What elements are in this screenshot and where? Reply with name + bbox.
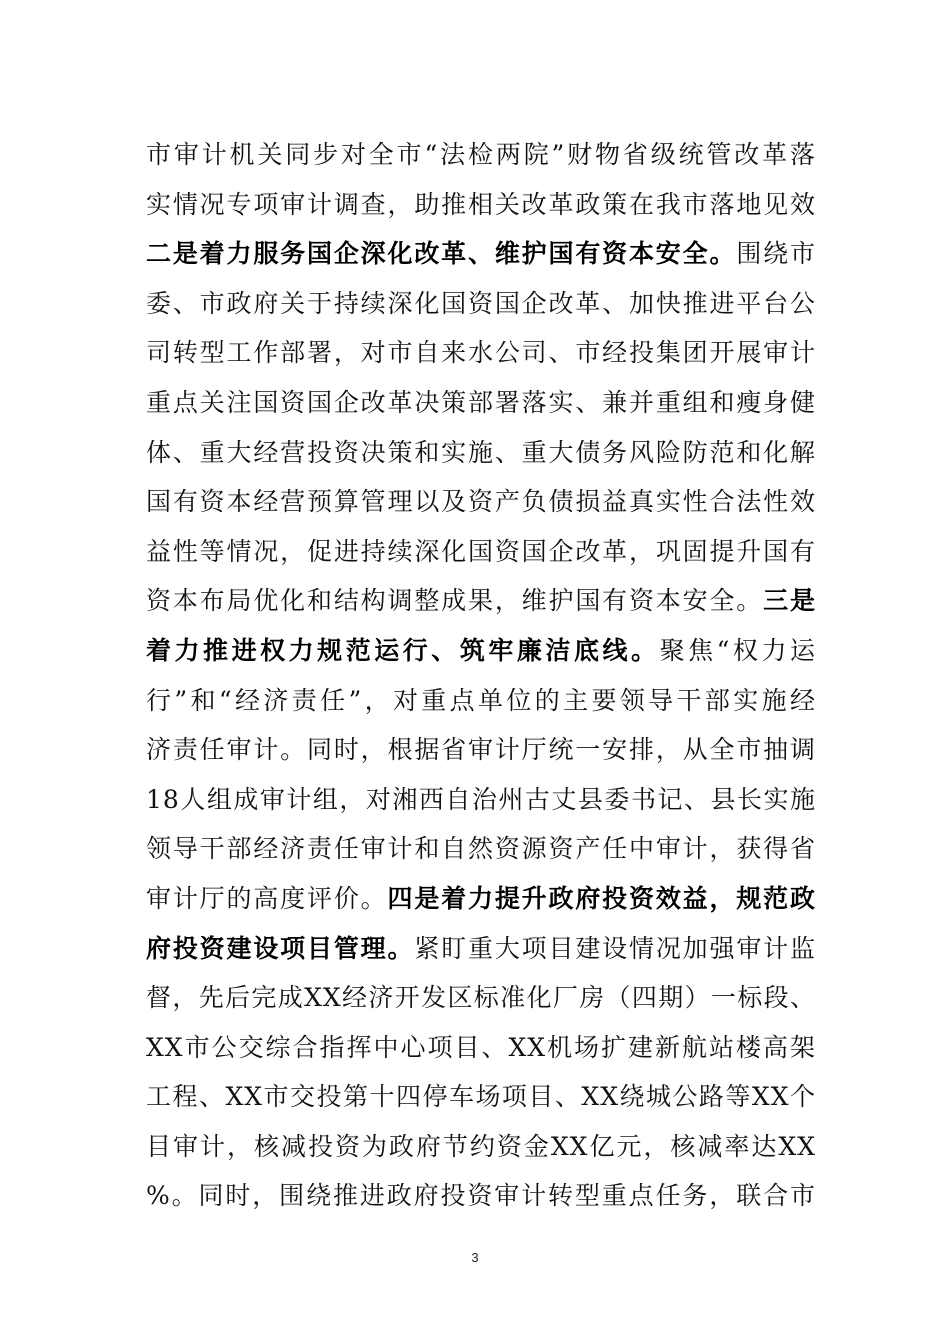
body-text-segment: 益性等情况，促进持续深化国资国企改革，巩固提升国有: [146, 536, 816, 566]
body-text-segment: 司转型工作部署，对市自来水公司、市经投集团开展审计: [146, 338, 816, 368]
text-line: [146, 378, 816, 428]
bold-heading-text: 着力推进权力规范运行、筑牢廉洁底线。: [146, 635, 660, 665]
body-text-segment: 委、市政府关于持续深化国资国企改革、加快推进平台公: [146, 288, 816, 318]
body-text-segment: 聚焦“权力运: [659, 635, 816, 665]
page-number: 3: [471, 1250, 479, 1265]
text-line: [146, 229, 816, 279]
body-text-segment: 目审计，核减投资为政府节约资金XX亿元，核减率达XX: [146, 1131, 816, 1161]
text-line: [146, 626, 816, 676]
body-text-segment: %。同时，围绕推进政府投资审计转型重点任务，联合市: [146, 1181, 816, 1211]
body-paragraph: [146, 130, 816, 1221]
text-line: [146, 328, 816, 378]
text-line: [146, 1023, 816, 1073]
body-text-segment: 工程、XX市交投第十四停车场项目、XX绕城公路等XX个: [146, 1082, 816, 1112]
body-text-segment: XX市公交综合指挥中心项目、XX机场扩建新航站楼高架: [146, 1032, 816, 1062]
text-line: [146, 725, 816, 775]
body-text-segment: 市审计机关同步对全市“法检两院”财物省级统管改革落: [146, 140, 816, 169]
text-line: [146, 824, 816, 874]
body-text-segment: 体、重大经营投资决策和实施、重大债务风险防范和化解: [146, 437, 816, 467]
text-line: [146, 676, 816, 726]
body-text-segment: 实情况专项审计调查，助推相关改革政策在我市落地见效: [146, 189, 816, 219]
body-text-segment: 行”和“经济责任”，对重点单位的主要领导干部实施经: [146, 685, 816, 715]
bold-heading-text: 四是着力提升政府投资效益，规范政: [387, 883, 816, 913]
text-line: [146, 130, 816, 180]
body-text-segment: 审计厅的高度评价。: [146, 883, 388, 913]
body-text-segment: 督，先后完成XX经济开发区标准化厂房（四期）一标段、: [146, 983, 816, 1013]
text-line: [146, 279, 816, 329]
bold-heading-text: 二是着力服务国企深化改革、维护国有资本安全。: [146, 239, 737, 269]
body-text-segment: 18人组成审计组，对湘西自治州古丈县委书记、县长实施: [146, 784, 816, 814]
body-text-segment: 围绕市: [736, 239, 816, 269]
body-text-segment: 国有资本经营预算管理以及资产负债损益真实性合法性效: [146, 487, 816, 517]
text-line: [146, 477, 816, 527]
bold-heading-text: 三是: [763, 586, 816, 616]
text-line: [146, 924, 816, 974]
text-line: [146, 1171, 816, 1221]
text-line: [146, 576, 816, 626]
text-line: [146, 874, 816, 924]
body-text-segment: 资本布局优化和结构调整成果，维护国有资本安全。: [146, 586, 764, 616]
text-line: [146, 527, 816, 577]
text-line: [146, 973, 816, 1023]
text-line: [146, 1122, 816, 1172]
body-text-segment: 济责任审计。同时，根据省审计厅统一安排，从全市抽调: [146, 735, 816, 765]
body-text-segment: 重点关注国资国企改革决策部署落实、兼并重组和瘦身健: [146, 387, 816, 417]
text-line: [146, 775, 816, 825]
body-text-segment: 紧盯重大项目建设情况加强审计监: [414, 933, 816, 963]
text-line: [146, 180, 816, 230]
text-line: [146, 1072, 816, 1122]
body-text-segment: 领导干部经济责任审计和自然资源资产任中审计，获得省: [146, 834, 816, 864]
bold-heading-text: 府投资建设项目管理。: [146, 933, 415, 963]
text-line: [146, 428, 816, 478]
